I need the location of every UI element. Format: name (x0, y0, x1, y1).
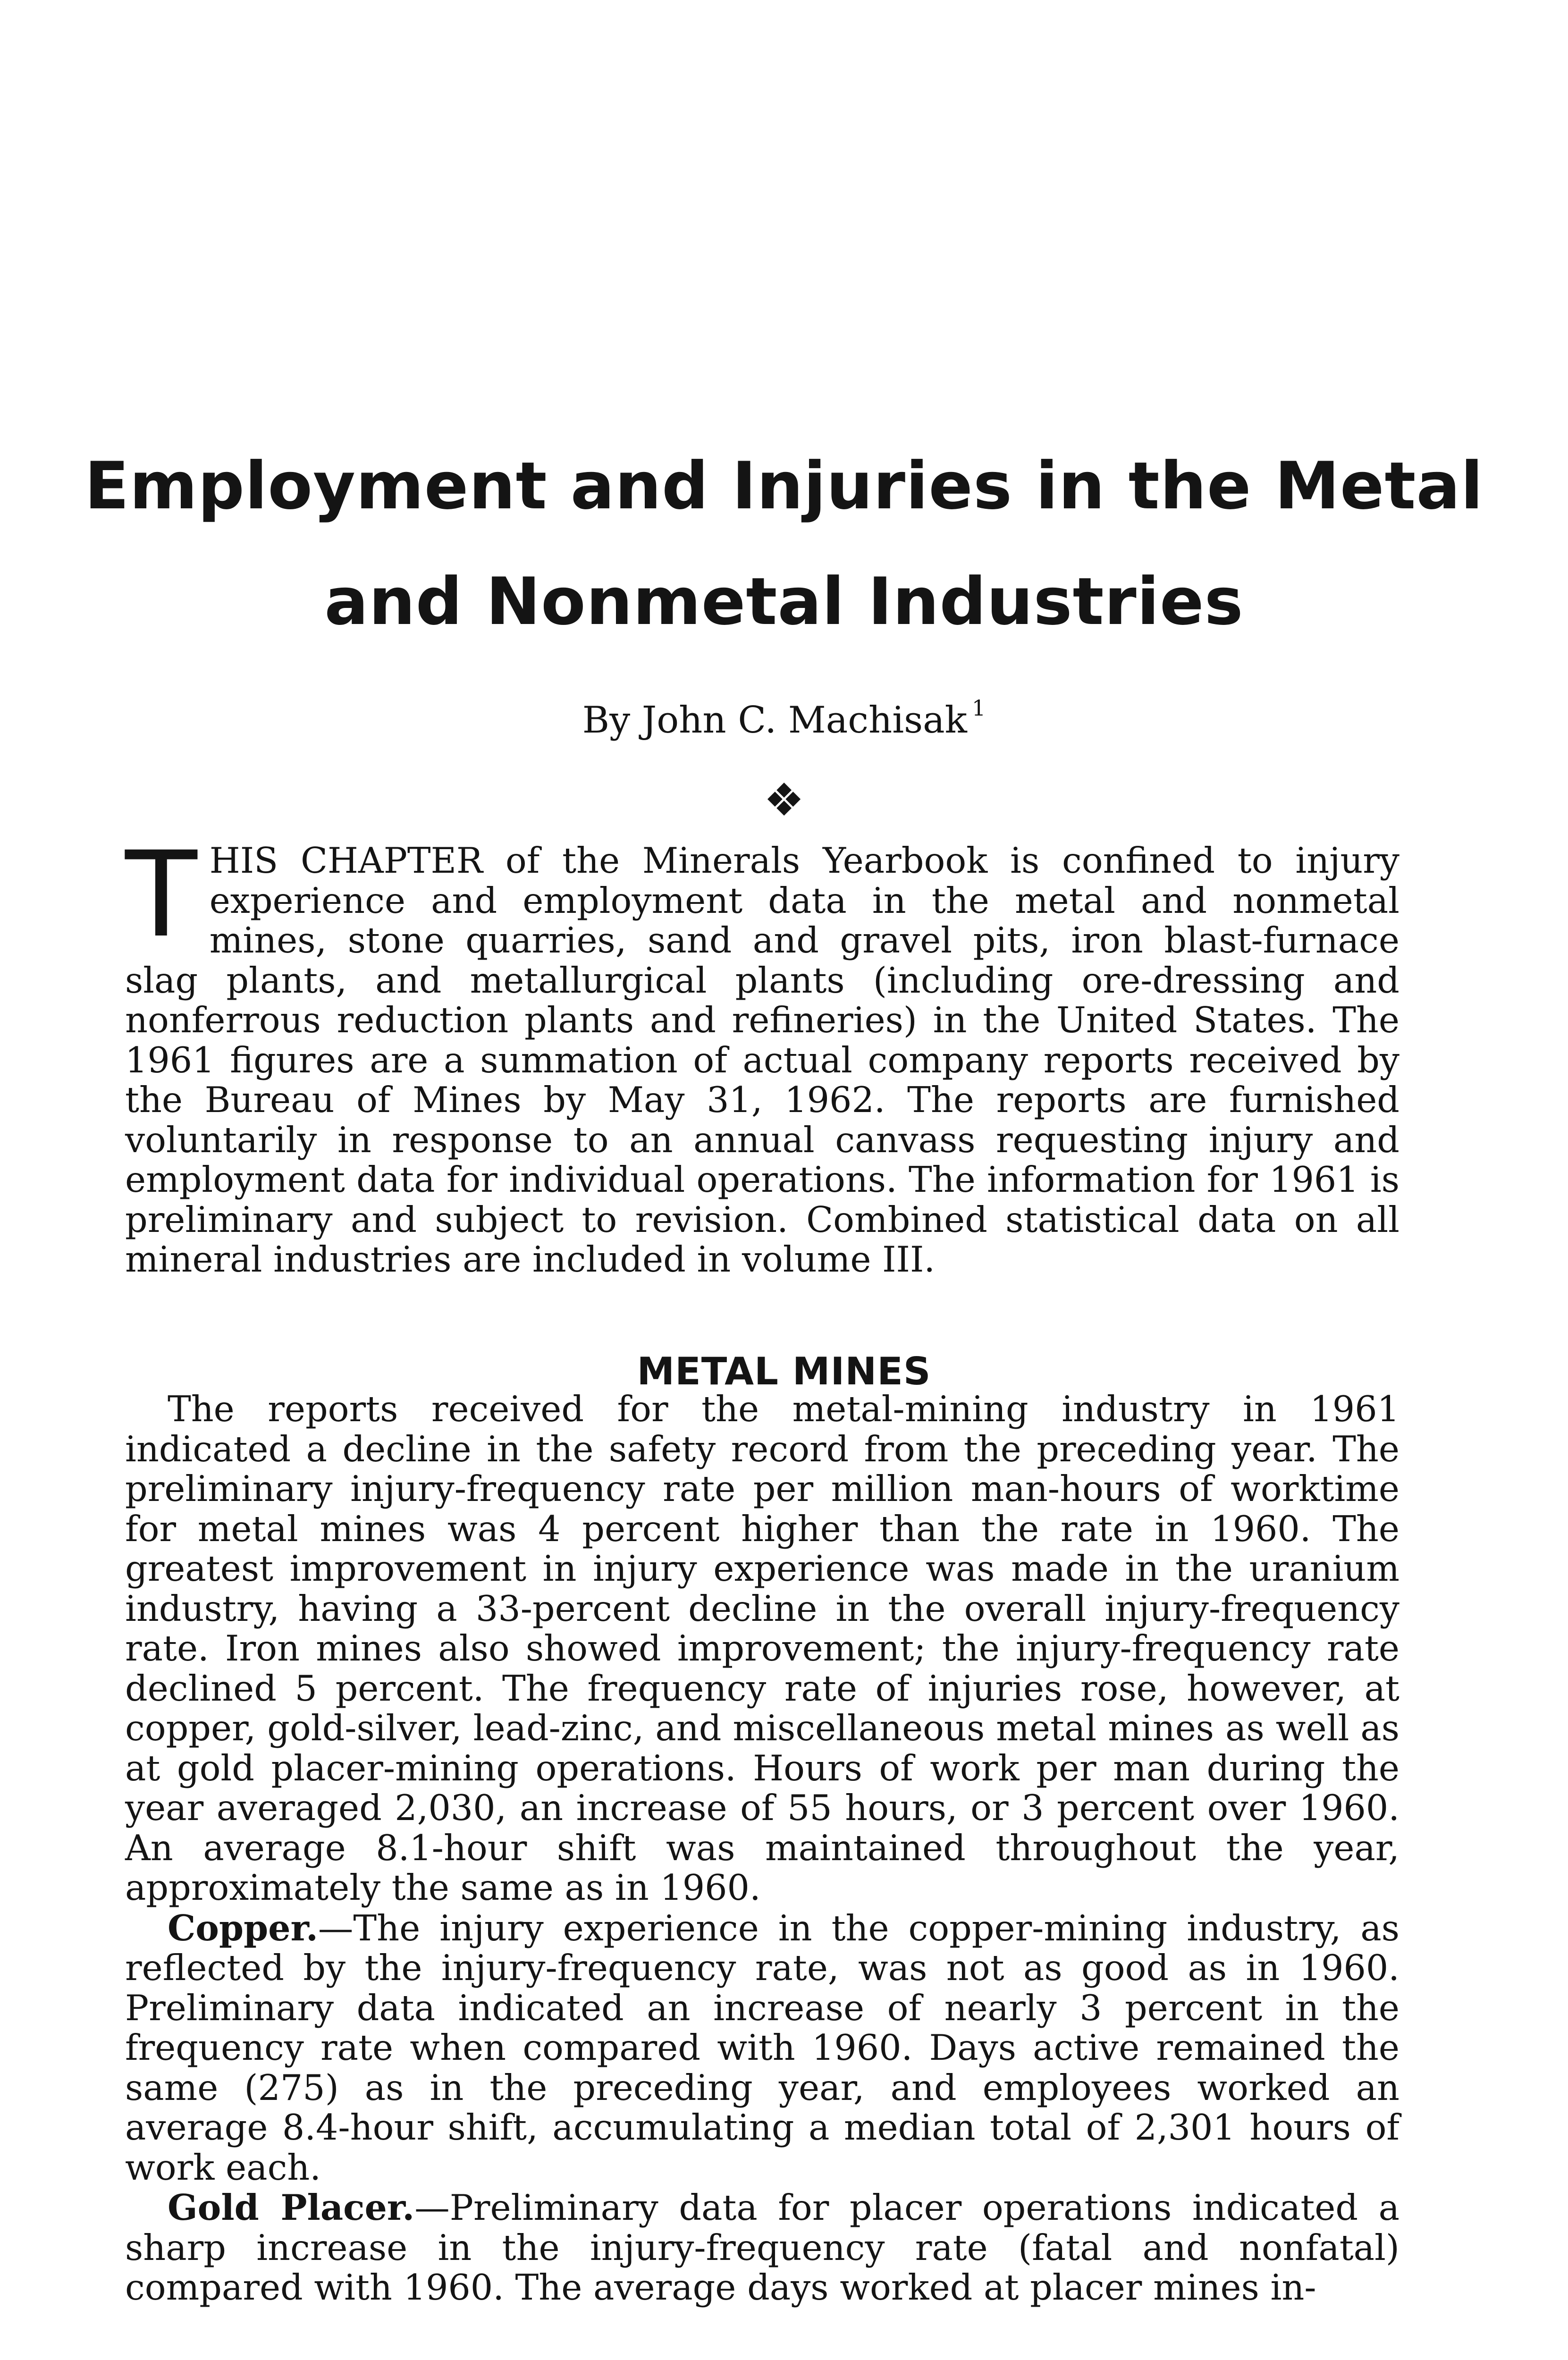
runin-heading-gold-placer: Gold Placer. (168, 2187, 415, 2228)
section-heading: METAL MINES (637, 1349, 931, 1394)
chapter-title-line-1: Employment and Injuries in the Metal (84, 448, 1484, 524)
drop-cap: T (125, 826, 197, 963)
paragraph-text: —The injury experience in the copper-mining industry, as reflected by the injury-frequency rate, was not as good as in 1960. Preliminary data indicated an increase of nearly 3 percent in the frequency rate when compared with 1960. Days active remained the same (275) as in the preceding year, and employees worked an average 8.4-hour shift, accumulating a median total of 2,301 hours of work each. (125, 1907, 1399, 2188)
intro-paragraph-block (125, 826, 1399, 1280)
byline (0, 684, 1568, 744)
chapter-title-line-2: and Nonmetal Industries (324, 564, 1244, 640)
ornament-icon: ❖ (763, 774, 805, 826)
section-body (125, 1390, 1399, 2308)
body-paragraph-metal-mines (125, 1390, 1399, 1908)
intro-paragraph (125, 826, 1399, 1280)
author-footnote-mark: 1 (971, 695, 986, 721)
intro-text: HIS CHAPTER of the Minerals Yearbook is confined to injury experience and employment data in the metal and nonmetal mines, stone quarries, sand and gravel pits, iron blast-furnace slag plants, and metallurgical plants (including ore-dressing and nonferrous reduction plants and refineries) in the United States. The 1961 figures are a summation of actual company reports received by the Bureau of Mines by May 31, 1962. The reports are furnished voluntarily in response to an annual canvass requesting injury and employment data for individual operations. The information for 1961 is preliminary and subject to revision. Combined statistical data on all mineral industries are included in volume III. (125, 840, 1399, 1280)
paragraph-text: —Preliminary data for placer operations indicated a sharp increase in the injury-frequency rate (fatal and nonfatal) compared with 1960. The average days worked at placer mines in- (125, 2187, 1399, 2308)
body-paragraph-gold-placer (125, 2188, 1399, 2308)
paragraph-text: The reports received for the metal-mining industry in 1961 indicated a decline in the safety record from the preceding year. The preliminary injury-frequency rate per million man-hours of worktime for metal mines was 4 percent higher than the rate in 1960. The greatest improvement in injury experience was made in the uranium industry, having a 33-percent decline in the overall injury-frequency rate. Iron mines also showed improvement; the injury-frequency rate declined 5 percent. The frequency rate of injuries rose, however, at copper, gold-silver, lead-zinc, and miscellaneous metal mines as well as at gold placer-mining operations. Hours of work per man during the year averaged 2,030, an increase of 55 hours, or 3 percent over 1960. An average 8.1-hour shift was maintained throughout the year, approximately the same as in 1960. (125, 1389, 1399, 1908)
body-paragraph-copper (125, 1908, 1399, 2188)
author-name: By John C. Machisak (582, 699, 967, 742)
runin-heading-copper: Copper. (168, 1907, 318, 1949)
